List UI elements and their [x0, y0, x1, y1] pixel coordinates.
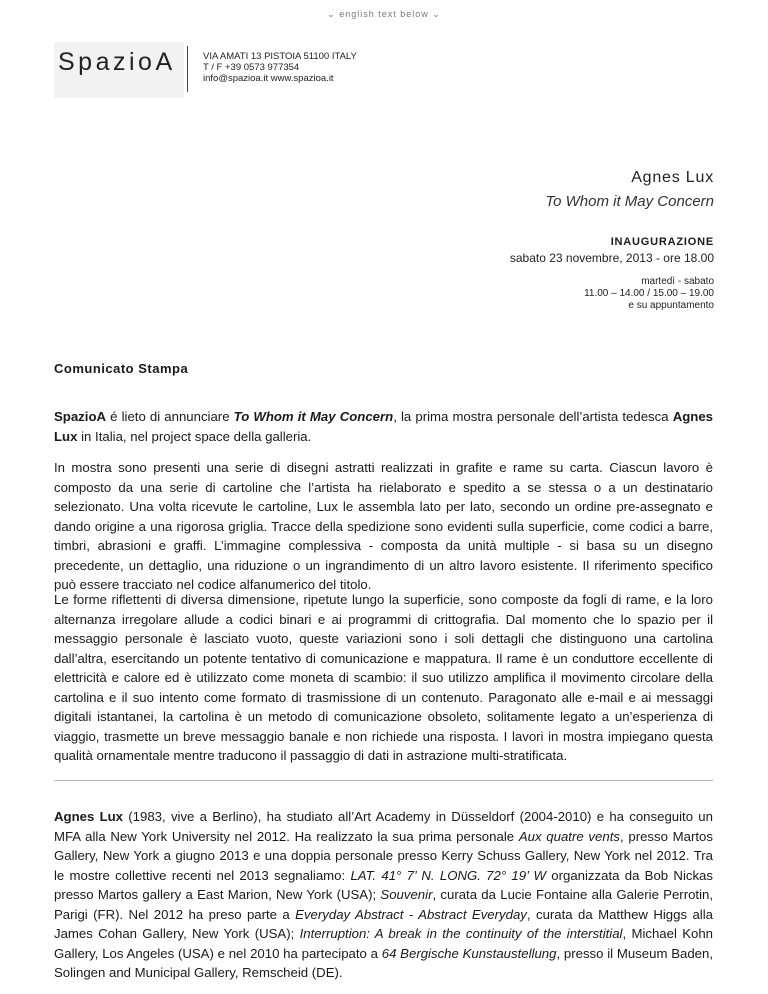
section-divider: [54, 780, 713, 781]
bio-text: , presso il Museum Baden, Solingen and Municipal Gallery, Remscheid (DE).: [54, 945, 713, 980]
bio-artist-name: Agnes Lux: [54, 809, 124, 824]
show-title: To Whom it May Concern: [233, 409, 394, 424]
gallery-logo: SpazioA: [58, 48, 176, 76]
work-title: 64 Bergische Kunstaustellung: [381, 945, 557, 961]
opening-label: INAUGURAZIONE: [610, 236, 714, 248]
address-line: VIA AMATI 13 PISTOIA 51100 ITALY: [203, 51, 357, 62]
bio-text: , curata da Matthew Higgs alla James Cohan Gallery, New York (USA);: [54, 906, 714, 941]
intro-text: é lieto di annunciare: [106, 409, 234, 424]
intro-text: , la prima mostra personale dell’artista tedesca: [393, 409, 673, 424]
logo-divider: [187, 46, 188, 92]
gallery-address-block: [203, 51, 357, 84]
bio-text: , Michael Kohn Gallery, Los Angeles (USA) e nel 2010 ha partecipato a: [54, 926, 714, 961]
bio-text: organizzata da Bob Nickas presso Martos gallery a East Marion, New York (USA);: [54, 867, 713, 902]
hours-appointment: e su appuntamento: [628, 300, 714, 311]
gallery-name: SpazioA: [54, 409, 107, 424]
work-title: Aux quatre vents: [518, 828, 620, 844]
phone-line: T / F +39 0573 977354: [203, 62, 300, 73]
press-release-heading: Comunicato Stampa: [54, 361, 189, 376]
contact-line: info@spazioa.it www.spazioa.it: [203, 73, 334, 84]
hours-days: martedì - sabato: [641, 276, 714, 287]
bio-text: (1983, vive a Berlino), ha studiato all’Art Academy in Düsseldorf (2004-2010) e ha conseguito un MFA alla New York University nel 2012. Ha realizzato la sua prima personale: [54, 809, 713, 844]
opening-date: sabato 23 novembre, 2013 - ore 18.00: [509, 251, 714, 265]
artist-name: Agnes Lux: [631, 169, 714, 186]
intro-text: in Italia, nel project space della galleria.: [77, 428, 312, 444]
opening-hours: [584, 276, 714, 312]
work-title: LAT. 41° 7’ N. LONG. 72° 19’ W: [350, 867, 546, 883]
biography-paragraph: [54, 807, 713, 983]
bio-text: , presso Martos Gallery, New York a giugno 2013 e una doppia personale presso Kerry Schuss Gallery, New York nel 2012. Tra le mostre collettive recenti nel 2013 segnaliamo:: [54, 828, 713, 883]
hours-times: 11.00 – 14.00 / 15.00 – 19.00: [584, 288, 714, 299]
materials-paragraph: Le forme riflettenti di diversa dimensione, ripetute lungo la superficie, sono composte da fogli di rame, e la loro alternanza irregolare allude a codici binari e ai programmi di crittografia. Dal momento che lo spazio per il messaggio personale è lasciato vuoto, queste variazioni sono i soli dettagli che distinguono una cartolina dall’altra, esercitando un potente tentativo di comunicazione e mappatura. Il rame è un conduttore eccellente di elettricità e calore ed è utilizzato come moneta di scambio: il suo utilizzo amplifica il movimento circolare della cartolina e il suo intento come formato di trasmissione di un contenuto. Paragonato alle e-mail e ai messaggi digitali istantanei, la cartolina è un metodo di comunicazione obsoleto, solitamente legato a un’esperienza di viaggio, trasmette un breve messaggio banale e non richiede una risposta. I lavori in mostra impiegano questa qualità ornamentale mentre traducono il passaggio di dati in astrazione multi-stratificata.: [54, 592, 713, 763]
bio-text: , curata da Lucie Fontaine alla Galerie Perrotin, Parigi (FR). Nel 2012 ha preso parte a: [54, 887, 714, 922]
intro-paragraph: [54, 407, 713, 446]
exhibition-title: To Whom it May Concern: [545, 193, 714, 210]
artist-name-inline: Agnes Lux: [54, 409, 713, 444]
english-text-below-note: ⌄ english text below ⌄: [327, 9, 441, 19]
work-title: Everyday Abstract - Abstract Everyday: [295, 906, 527, 922]
work-title: Interruption: A break in the continuity of the interstitial: [299, 926, 623, 941]
description-paragraph: In mostra sono presenti una serie di disegni astratti realizzati in grafite e rame su carta. Ciascun lavoro è composto da una serie di cartoline che l’artista ha rielaborato e spedito a se stessa o a un destinatario selezionato. Una volta ricevute le cartoline, Lux le assembla lato per lato, secondo un ordine pre-assegnato e dando origine a una rigorosa griglia. Tracce della spedizione sono evidenti sulla superficie, come codici a barre, timbri, abrasioni e graffi. L’immagine complessiva - composta da unità multiple - si basa su un disegno precedente, un dettaglio, una riduzione o un ingrandimento di un altro lavoro esistente. Il riferimento specifico può essere tracciato nel codice alfanumerico del titolo.: [54, 460, 713, 592]
work-title: Souvenir: [380, 887, 433, 902]
